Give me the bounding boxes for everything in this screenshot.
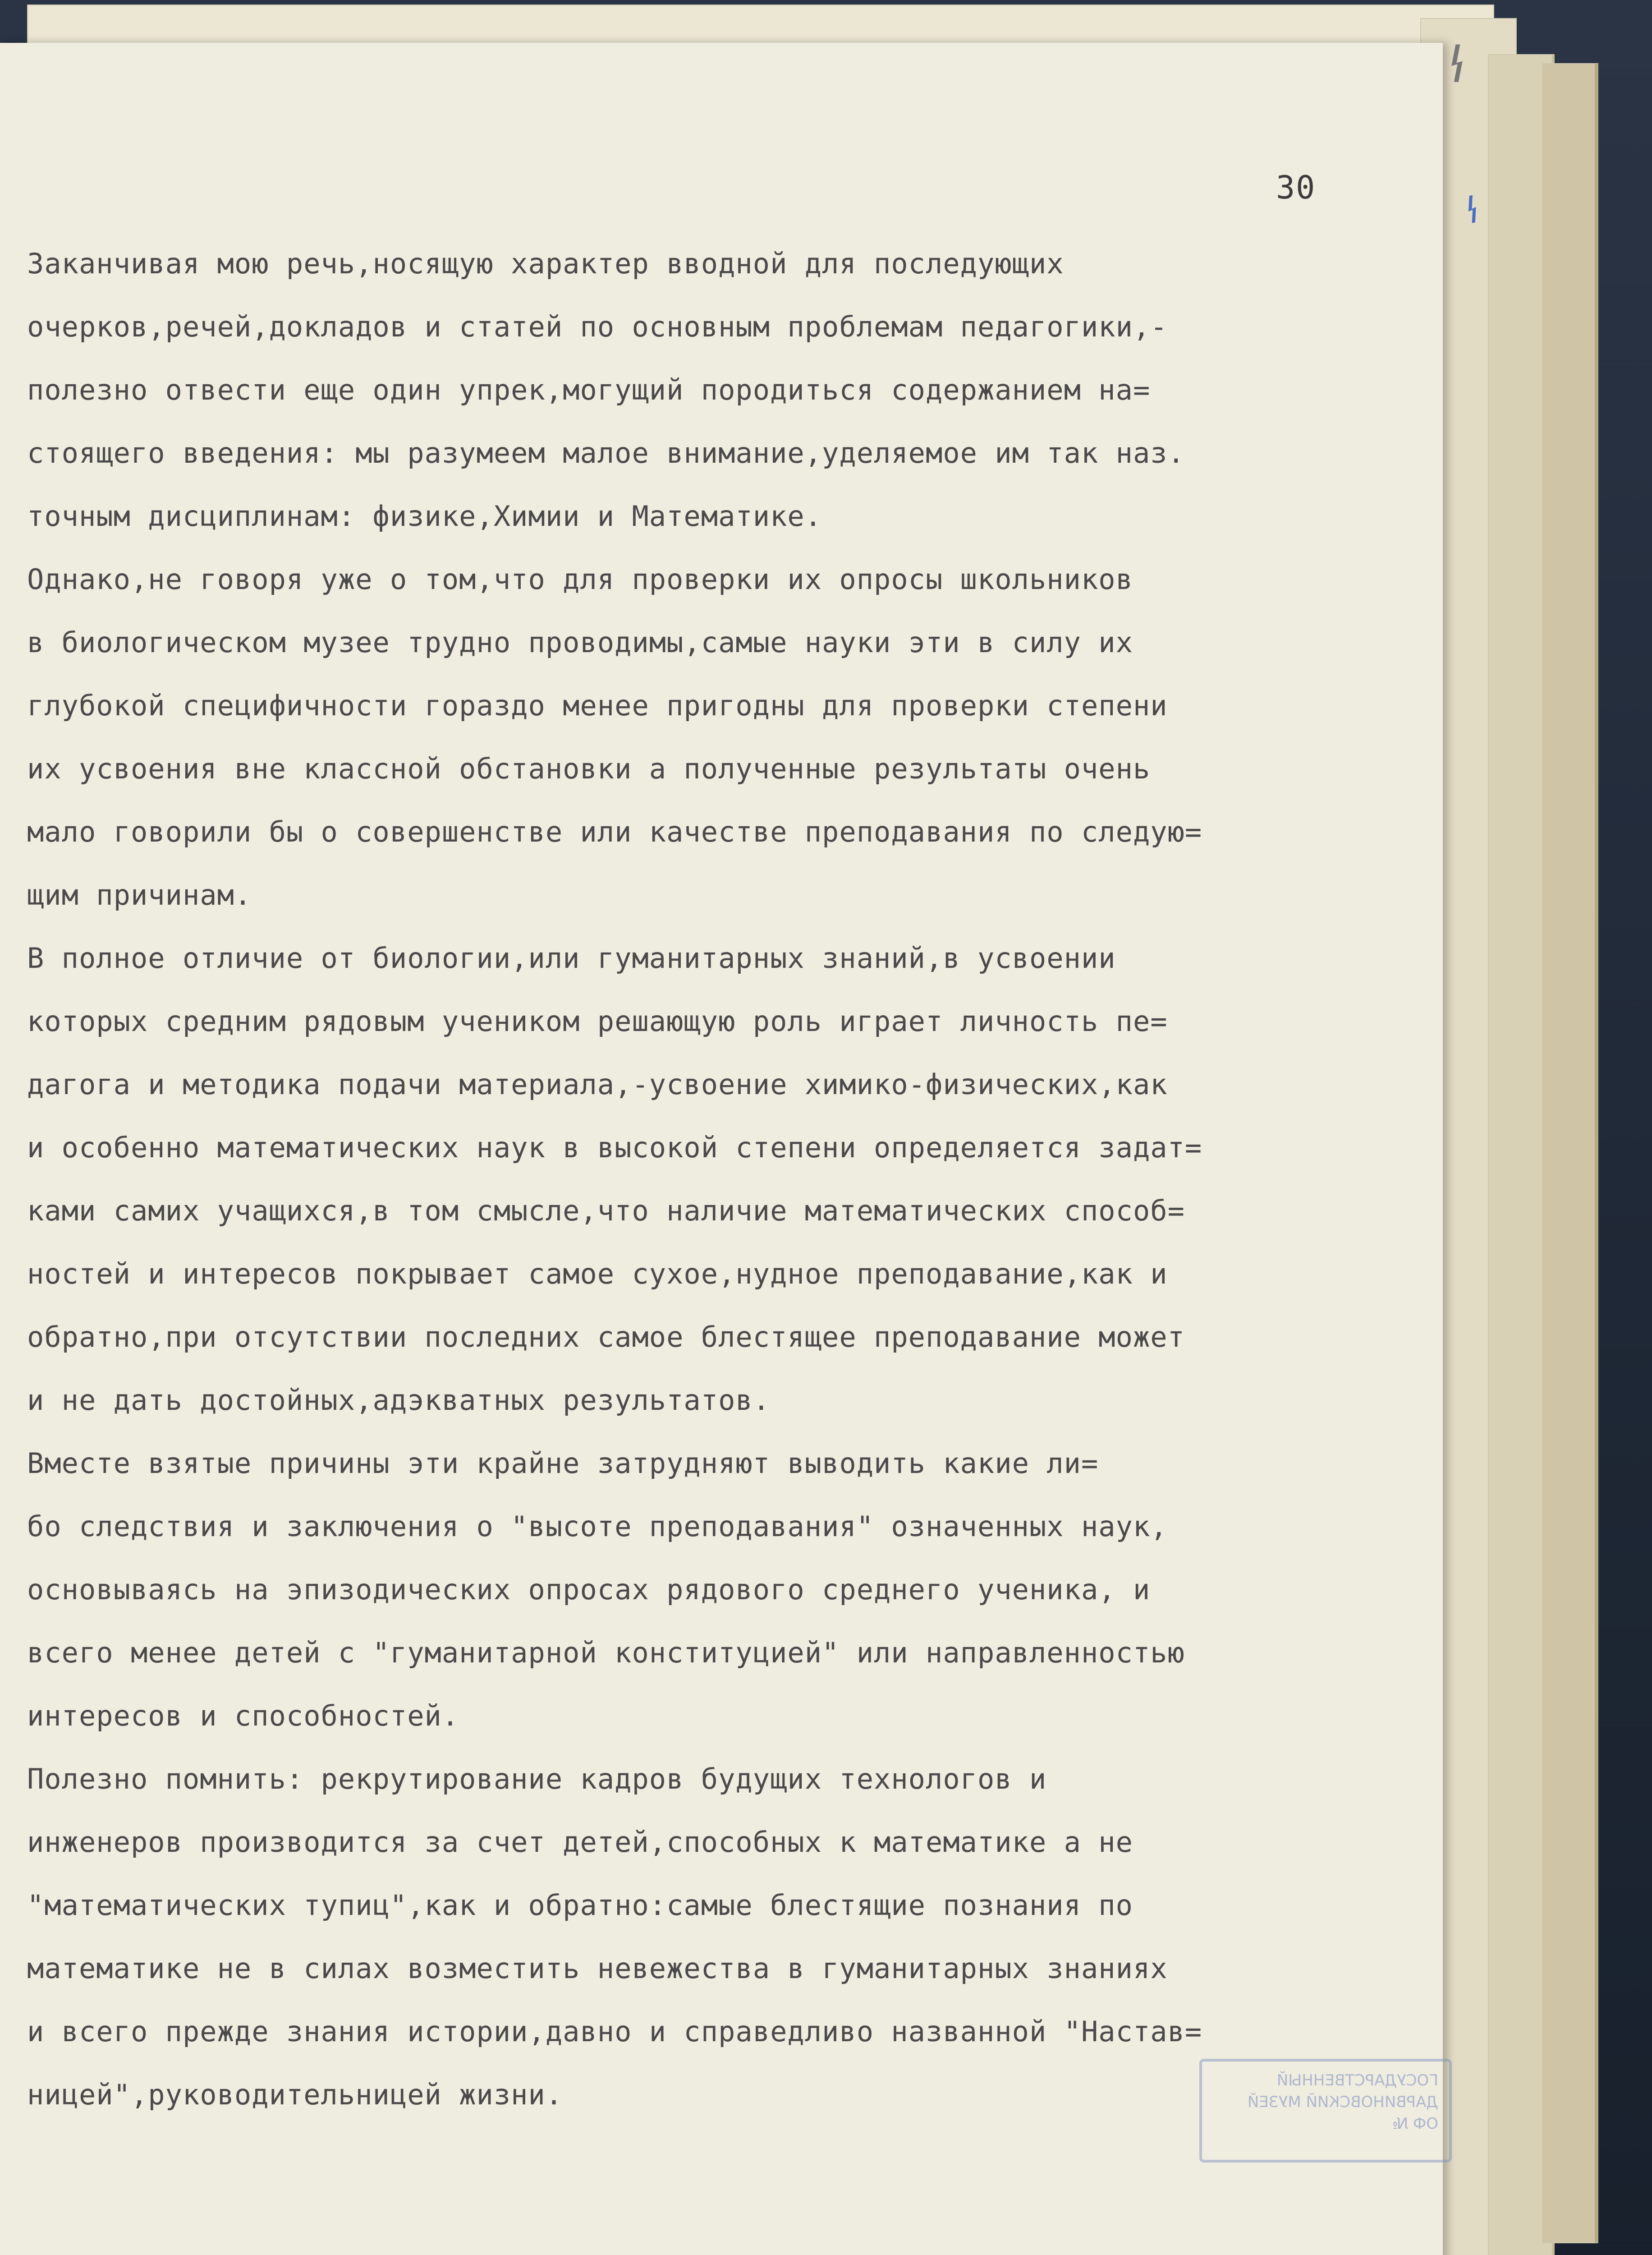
text-line: ностей и интересов покрывает самое сухое,нудное преподавание,как и <box>27 1257 1168 1290</box>
text-line: и особенно математических наук в высокой степени определяется задат= <box>27 1131 1202 1164</box>
pencil-mark-icon: ꝇ <box>1447 36 1467 94</box>
text-line: интересов и способностей. <box>27 1699 459 1732</box>
text-line: глубокой специфичности гораздо менее пригодны для проверки степени <box>27 689 1168 722</box>
text-line: математике не в силах возместить невежества в гуманитарных знаниях <box>27 1952 1168 1985</box>
text-line: ками самих учащихся,в том смысле,что наличие математических способ= <box>27 1194 1185 1227</box>
text-line: Заканчивая мою речь,носящую характер вводной для последующих <box>27 247 1064 280</box>
folder-edge <box>1542 63 1598 2243</box>
stamp-line: ДАРВИНОВСКИЙ МУЗЕЙ <box>1247 2093 1438 2111</box>
typewritten-page <box>0 43 1443 2255</box>
text-line: Однако,не говоря уже о том,что для проверки их опросы школьников <box>27 563 1133 596</box>
text-line: мало говорили бы о совершенстве или качестве преподавания по следую= <box>27 815 1202 848</box>
text-line: щим причинам. <box>27 879 252 911</box>
text-line: и всего прежде знания истории,давно и справедливо названной "Настав= <box>27 2015 1202 2048</box>
text-line: всего менее детей с "гуманитарной конституцией" или направленностью <box>27 1636 1185 1669</box>
text-line: Полезно помнить: рекрутирование кадров будущих технологов и <box>27 1763 1047 1795</box>
museum-stamp <box>1199 2059 1452 2163</box>
ink-mark-icon: ꝇ <box>1462 189 1482 232</box>
text-line: в биологическом музее трудно проводимы,самые науки эти в силу их <box>27 626 1133 659</box>
page-number: 30 <box>1276 169 1316 206</box>
text-line: В полное отличие от биологии,или гуманитарных знаний,в усвоении <box>27 942 1116 975</box>
text-line: бо следствия и заключения о "высоте преподавания" означенных наук, <box>27 1510 1168 1543</box>
text-line: инженеров производится за счет детей,способных к математике а не <box>27 1826 1133 1859</box>
text-line: и не дать достойных,адэкватных результатов. <box>27 1384 771 1417</box>
text-line: стоящего введения: мы разумеем малое внимание,уделяемое им так наз. <box>27 437 1185 469</box>
text-line: очерков,речей,докладов и статей по основным проблемам педагогики,- <box>27 310 1168 343</box>
text-line: "математических тупиц",как и обратно:самые блестящие познания по <box>27 1889 1133 1922</box>
text-line: которых средним рядовым учеником решающую роль играет личность пе= <box>27 1005 1168 1038</box>
stamp-line: ОФ № <box>1392 2115 1438 2133</box>
text-line: полезно отвести еще один упрек,могущий породиться содержанием на= <box>27 373 1151 406</box>
text-line: Вместе взятые причины эти крайне затрудняют выводить какие ли= <box>27 1447 1099 1480</box>
typed-text-body <box>27 232 1420 2126</box>
stamp-line: ГОСУДАРСТВЕННЫЙ <box>1276 2071 1438 2089</box>
text-line: ницей",руководительницей жизни. <box>27 2078 563 2111</box>
text-line: их усвоения вне классной обстановки а полученные результаты очень <box>27 752 1151 785</box>
text-line: обратно,при отсутствии последних самое блестящее преподавание может <box>27 1321 1185 1353</box>
text-line: дагога и методика подачи материала,-усвоение химико-физических,как <box>27 1068 1168 1101</box>
text-line: точным дисциплинам: физике,Химии и Математике. <box>27 500 822 533</box>
text-line: основываясь на эпизодических опросах рядового среднего ученика, и <box>27 1573 1151 1606</box>
